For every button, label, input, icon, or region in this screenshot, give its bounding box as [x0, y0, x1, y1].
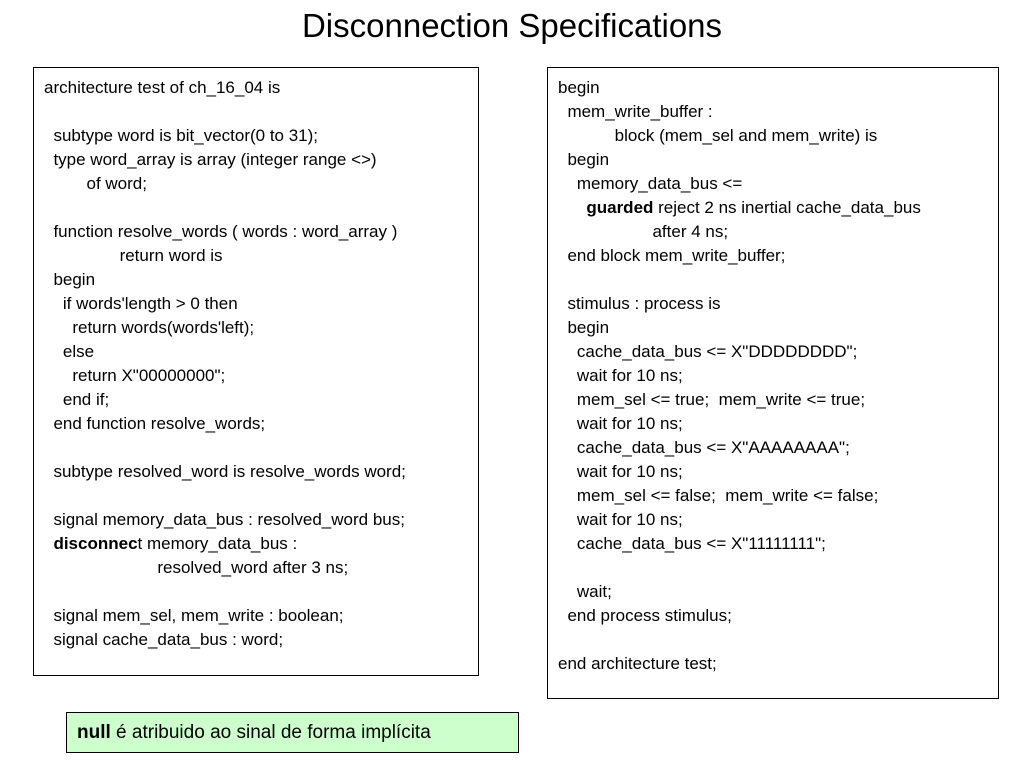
right-code-line	[558, 196, 921, 220]
right-code-line	[558, 124, 921, 148]
left-code-line	[44, 196, 406, 220]
left-code-line	[44, 388, 406, 412]
code-text: end if;	[44, 390, 110, 409]
code-text: begin	[558, 318, 610, 337]
code-text: return word is	[44, 246, 223, 265]
right-code-line	[558, 556, 921, 580]
left-code-line	[44, 580, 406, 604]
left-code-line	[44, 364, 406, 388]
left-code-line	[44, 268, 406, 292]
left-code-line	[44, 100, 406, 124]
left-code-line	[44, 436, 406, 460]
left-code-panel	[33, 67, 479, 676]
code-text: wait;	[558, 582, 612, 601]
right-code-line	[558, 604, 921, 628]
left-code-lines	[44, 76, 406, 652]
left-code-line	[44, 412, 406, 436]
code-text: return words(words'left);	[44, 318, 255, 337]
right-code-line	[558, 364, 921, 388]
left-code-line	[44, 124, 406, 148]
code-text	[558, 198, 586, 217]
right-code-line	[558, 580, 921, 604]
code-text: t memory_data_bus :	[137, 534, 298, 553]
code-text: type word_array is array (integer range <>)	[44, 150, 377, 169]
left-code-line	[44, 508, 406, 532]
right-code-line	[558, 100, 921, 124]
code-text: after 4 ns;	[558, 222, 729, 241]
code-text: return X"00000000";	[44, 366, 226, 385]
slide-title: Disconnection Specifications	[301, 7, 723, 44]
note-keyword: null	[77, 722, 111, 743]
code-text: signal cache_data_bus : word;	[44, 630, 284, 649]
code-text: end block mem_write_buffer;	[558, 246, 786, 265]
left-code-line	[44, 316, 406, 340]
left-code-line	[44, 244, 406, 268]
code-text: else	[44, 342, 95, 361]
code-text: end process stimulus;	[558, 606, 732, 625]
left-code-line	[44, 628, 406, 652]
code-text: architecture test of ch_16_04 is	[44, 78, 281, 97]
left-code-line	[44, 532, 406, 556]
code-text: signal memory_data_bus : resolved_word bus;	[44, 510, 405, 529]
right-code-line	[558, 460, 921, 484]
left-code-line	[44, 604, 406, 628]
code-text: wait for 10 ns;	[558, 366, 683, 385]
right-code-line	[558, 220, 921, 244]
left-code-line	[44, 76, 406, 100]
code-text: of word;	[44, 174, 147, 193]
right-code-panel	[547, 67, 999, 699]
code-text: end function resolve_words;	[44, 414, 266, 433]
code-text: cache_data_bus <= X"AAAAAAAA";	[558, 438, 850, 457]
code-text: end architecture test;	[558, 654, 717, 673]
right-code-line	[558, 436, 921, 460]
code-text: wait for 10 ns;	[558, 462, 683, 481]
right-code-line	[558, 340, 921, 364]
left-code-line	[44, 148, 406, 172]
note-box	[66, 712, 519, 753]
left-code-line	[44, 220, 406, 244]
code-text: cache_data_bus <= X"DDDDDDDD";	[558, 342, 858, 361]
code-text: reject 2 ns inertial cache_data_bus	[653, 198, 921, 217]
right-code-line	[558, 316, 921, 340]
right-code-line	[558, 484, 921, 508]
code-text: wait for 10 ns;	[558, 510, 683, 529]
left-code-line	[44, 292, 406, 316]
right-code-line	[558, 148, 921, 172]
code-text: if words'length > 0 then	[44, 294, 238, 313]
right-code-line	[558, 172, 921, 196]
code-text: resolved_word after 3 ns;	[44, 558, 349, 577]
code-text: wait for 10 ns;	[558, 414, 683, 433]
code-text: memory_data_bus <=	[558, 174, 743, 193]
left-code-line	[44, 460, 406, 484]
code-text: subtype word is bit_vector(0 to 31);	[44, 126, 319, 145]
code-text: function resolve_words ( words : word_array )	[44, 222, 398, 241]
code-text: mem_sel <= false; mem_write <= false;	[558, 486, 879, 505]
bold-keyword: guarded	[586, 198, 654, 217]
left-code-line	[44, 340, 406, 364]
code-text: begin	[44, 270, 96, 289]
code-text: mem_sel <= true; mem_write <= true;	[558, 390, 866, 409]
right-code-line	[558, 652, 921, 676]
right-code-lines	[558, 76, 921, 676]
right-code-line	[558, 244, 921, 268]
right-code-line	[558, 532, 921, 556]
right-code-line	[558, 412, 921, 436]
code-text: signal mem_sel, mem_write : boolean;	[44, 606, 344, 625]
code-text: cache_data_bus <= X"11111111";	[558, 534, 826, 553]
right-code-line	[558, 268, 921, 292]
code-text: stimulus : process is	[558, 294, 721, 313]
note-text: é atribuido ao sinal de forma implícita	[110, 722, 431, 743]
left-code-line	[44, 172, 406, 196]
code-text: begin	[558, 78, 600, 97]
bold-keyword: disconnec	[53, 534, 138, 553]
left-code-line	[44, 484, 406, 508]
right-code-line	[558, 292, 921, 316]
left-code-line	[44, 556, 406, 580]
code-text: block (mem_sel and mem_write) is	[558, 126, 878, 145]
right-code-line	[558, 76, 921, 100]
code-text: subtype resolved_word is resolve_words word;	[44, 462, 406, 481]
right-code-line	[558, 628, 921, 652]
right-code-line	[558, 508, 921, 532]
right-code-line	[558, 388, 921, 412]
code-text: mem_write_buffer :	[558, 102, 713, 121]
code-text: begin	[558, 150, 610, 169]
